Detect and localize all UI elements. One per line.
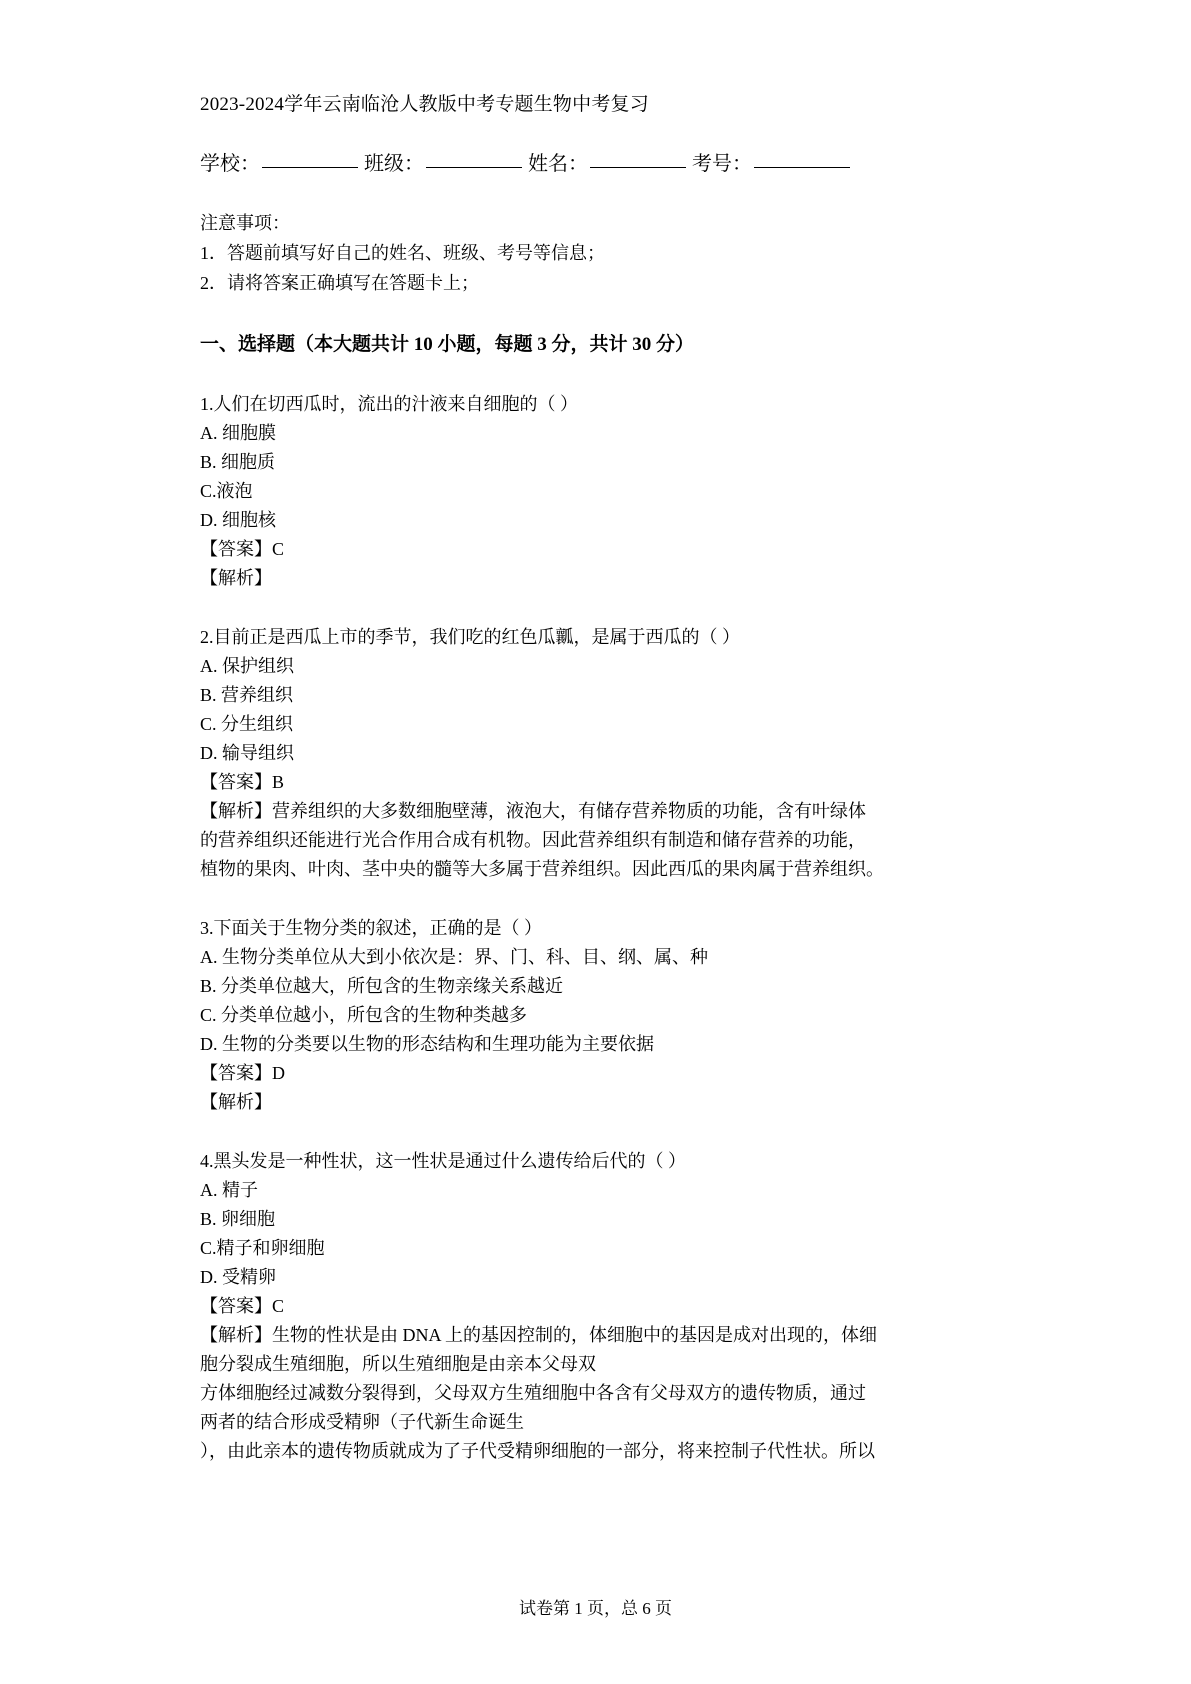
question-block [200,390,970,593]
question-option[interactable]: B. 分类单位越大，所包含的生物亲缘关系越近 [200,976,564,996]
school-label: 学校： [200,153,260,175]
question-block [200,1147,970,1466]
question-option[interactable]: D. 细胞核 [200,510,276,530]
question-stem: 1.人们在切西瓜时，流出的汁液来自细胞的（ ） [200,394,578,414]
page-footer: 试卷第 1 页，总 6 页 [519,1599,672,1618]
exam-no-blank[interactable] [754,167,850,168]
question-option[interactable]: C.液泡 [200,481,253,501]
question-answer: 【答案】B [200,772,285,792]
school-blank[interactable] [262,167,358,168]
question-explanation: 方体细胞经过减数分裂得到，父母双方生殖细胞中各含有父母双方的遗传物质，通过 [200,1383,866,1403]
question-block [200,914,970,1117]
question-explanation: 【解析】生物的性状是由 DNA 上的基因控制的，体细胞中的基因是成对出现的，体细 [200,1325,878,1345]
question-explanation: 两者的结合形成受精卵（子代新生命诞生 [200,1412,524,1432]
question-stem: 4.黑头发是一种性状，这一性状是通过什么遗传给后代的（ ） [200,1151,686,1171]
notice-item: 2．请将答案正确填写在答题卡上； [200,273,479,293]
notice-heading: 注意事项： [200,213,290,233]
notice-section [200,208,970,298]
question-option[interactable]: B. 卵细胞 [200,1209,276,1229]
page-title: 2023-2024学年云南临沧人教版中考专题生物中考复习 [200,94,649,115]
question-explanation: 植物的果肉、叶肉、茎中央的髓等大多属于营养组织。因此西瓜的果肉属于营养组织。 [200,859,884,879]
class-blank[interactable] [426,167,522,168]
class-label: 班级： [364,153,424,175]
question-option[interactable]: C. 分生组织 [200,714,294,734]
question-option[interactable]: D. 输导组织 [200,743,294,763]
name-label: 姓名： [528,153,588,175]
question-stem: 2.目前正是西瓜上市的季节，我们吃的红色瓜瓤，是属于西瓜的（ ） [200,627,740,647]
exam-no-label: 考号： [692,153,752,175]
question-option[interactable]: A. 生物分类单位从大到小依次是：界、门、科、目、纲、属、种 [200,947,708,967]
name-blank[interactable] [590,167,686,168]
question-explanation: 【解析】 [200,568,272,588]
student-info-line [200,148,970,180]
question-option[interactable]: B. 营养组织 [200,685,294,705]
question-stem: 3.下面关于生物分类的叙述，正确的是（ ） [200,918,542,938]
section-title: 一、选择题（本大题共计 10 小题，每题 3 分，共计 30 分） [200,334,695,355]
question-option[interactable]: C. 分类单位越小，所包含的生物种类越多 [200,1005,528,1025]
question-explanation: 胞分裂成生殖细胞，所以生殖细胞是由亲本父母双 [200,1354,596,1374]
notice-item: 1．答题前填写好自己的姓名、班级、考号等信息； [200,243,605,263]
question-answer: 【答案】C [200,539,285,559]
question-option[interactable]: B. 细胞质 [200,452,276,472]
question-block [200,623,970,884]
question-answer: 【答案】D [200,1063,285,1083]
question-explanation: 【解析】营养组织的大多数细胞壁薄，液泡大，有储存营养物质的功能，含有叶绿体 [200,801,866,821]
question-option[interactable]: A. 保护组织 [200,656,294,676]
question-option[interactable]: A. 精子 [200,1180,258,1200]
question-option[interactable]: D. 受精卵 [200,1267,276,1287]
question-answer: 【答案】C [200,1296,285,1316]
question-explanation: ），由此亲本的遗传物质就成为了子代受精卵细胞的一部分，将来控制子代性状。所以 [200,1441,875,1461]
question-option[interactable]: C.精子和卵细胞 [200,1238,325,1258]
question-option[interactable]: D. 生物的分类要以生物的形态结构和生理功能为主要依据 [200,1034,654,1054]
document-body [200,88,970,1466]
question-explanation: 的营养组织还能进行光合作用合成有机物。因此营养组织有制造和储存营养的功能， [200,830,866,850]
question-option[interactable]: A. 细胞膜 [200,423,276,443]
question-explanation: 【解析】 [200,1092,272,1112]
